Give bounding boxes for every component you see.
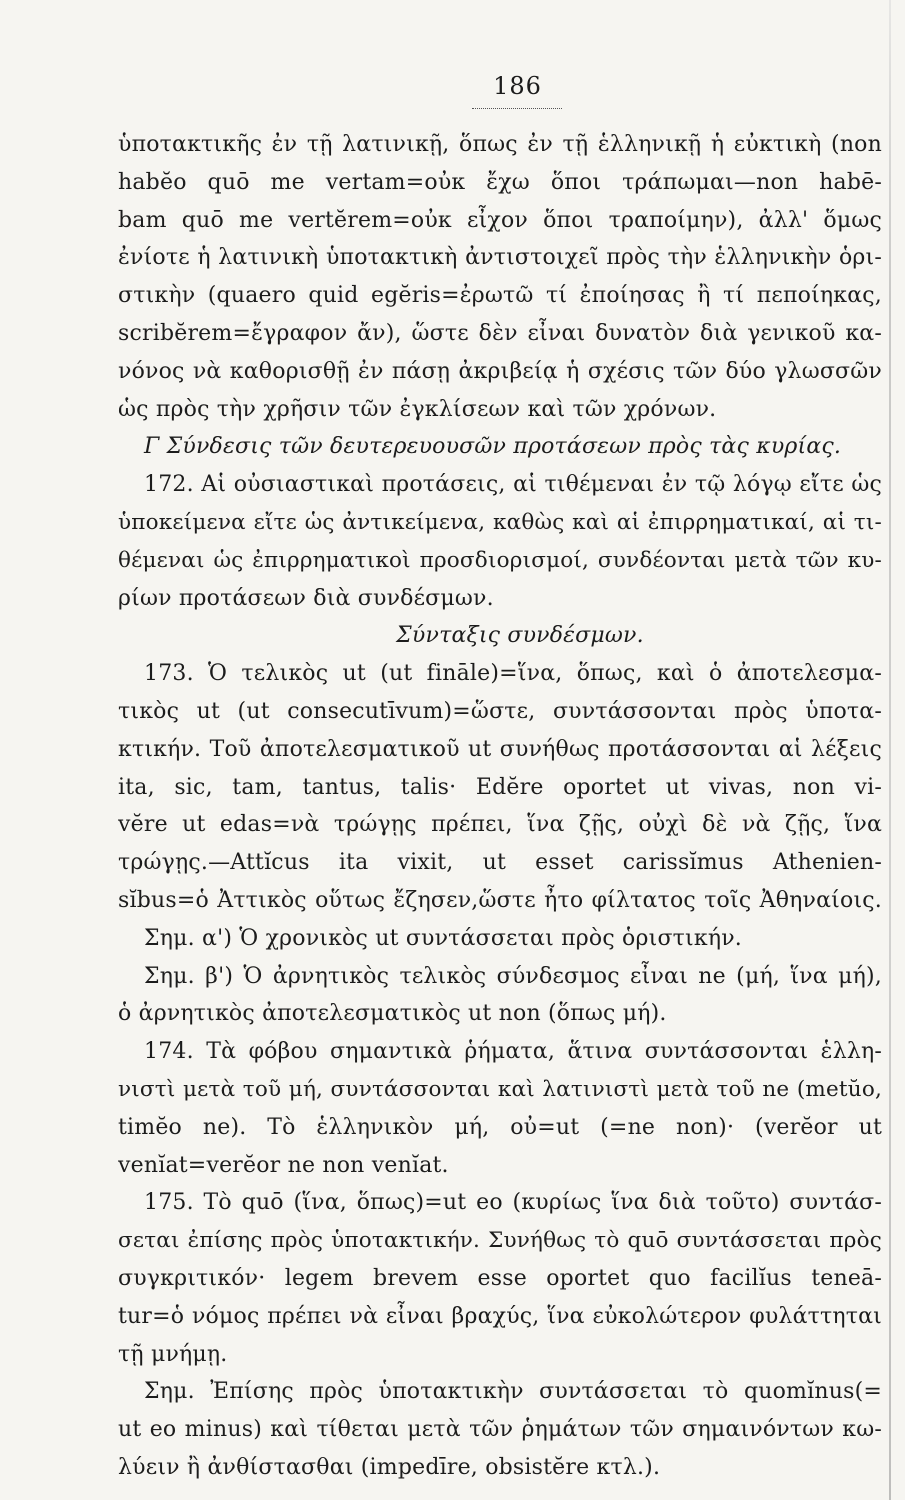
text-line: tur=ὁ νόμος πρέπει νὰ εἶναι βραχύς, ἵνα εὐκολώτερον φυλάττηται	[118, 1303, 882, 1329]
text-line: Σύνταξις συνδέσμων.	[396, 623, 644, 649]
text-line: ὡς πρὸς τὴν χρῆσιν τῶν ἐγκλίσεων καὶ τῶν χρόνων.	[118, 396, 717, 422]
text-line: τικὸς ut (ut consecutīvum)=ὥστε, συντάσσονται πρὸς ὑποτα-	[118, 698, 882, 724]
text-line: bam quō me vertĕrem=οὐκ εἶχον ὅποι τραποίμην), ἀλλ' ὅμως	[118, 207, 882, 233]
text-line: Σημ. α') Ὁ χρονικὸς ut συντάσσεται πρὸς ὁριστικήν.	[144, 925, 742, 951]
text-line: ut eo minus) καὶ τίθεται μετὰ τῶν ῥημάτων τῶν σημαινόντων κω-	[118, 1417, 882, 1443]
text-line: συγκριτικόν· legem brevem esse oportet quo facilĭus teneā-	[118, 1265, 882, 1291]
text-line: κτικήν. Τοῦ ἀποτελεσματικοῦ ut συνήθως προτάσσονται αἱ λέξεις	[118, 736, 882, 762]
text-line: στικὴν (quaero quid egĕris=ἐρωτῶ τί ἐποίησας ἢ τί πεποίηκας,	[118, 283, 882, 309]
text-line: vĕre ut edas=νὰ τρώγῃς πρέπει, ἵνα ζῇς, οὐχὶ δὲ νὰ ζῇς, ἵνα	[118, 812, 882, 838]
text-line: νόνος νὰ καθορισθῇ ἐν πάσῃ ἀκριβείᾳ ἡ σχέσις τῶν δύο γλωσσῶν	[118, 358, 882, 384]
text-line: 172. Αἱ οὐσιαστικαὶ προτάσεις, αἱ τιθέμεναι ἐν τῷ λόγῳ εἴτε ὡς	[144, 472, 882, 498]
text-line: habĕo quō me vertam=οὐκ ἔχω ὅποι τράπωμαι—non habē-	[118, 169, 882, 195]
text-line: τρώγῃς.—Attĭcus ita vixit, ut esset carissĭmus Athenien-	[118, 850, 882, 876]
text-line: venĭat=verĕor ne non venĭat.	[118, 1152, 449, 1178]
text-line: Σημ. Ἐπίσης πρὸς ὑποτακτικὴν συντάσσεται τὸ quomĭnus(=	[144, 1379, 882, 1405]
text-line: Σημ. β') Ὁ ἀρνητικὸς τελικὸς σύνδεσμος εἶναι ne (μή, ἵνα μή),	[144, 963, 882, 989]
text-line: ὑποκείμενα εἴτε ὡς ἀντικείμενα, καθὼς καὶ αἱ ἐπιρρηματικαί, αἱ τι-	[118, 509, 882, 535]
text-line: 175. Τὸ quō (ἵνα, ὅπως)=ut eo (κυρίως ἵνα διὰ τοῦτο) συντάσ-	[144, 1190, 882, 1216]
text-line: νιστὶ μετὰ τοῦ μή, συντάσσονται καὶ λατινιστὶ μετὰ τοῦ ne (metŭo,	[118, 1076, 882, 1102]
text-line: scribĕrem=ἔγραφον ἄν), ὥστε δὲν εἶναι δυνατὸν διὰ γενικοῦ κα-	[118, 320, 882, 346]
text-line: Γ Σύνδεσις τῶν δευτερευουσῶν προτάσεων πρὸς τὰς κυρίας.	[144, 434, 842, 460]
page-edge	[889, 0, 891, 1500]
text-line: ὑποτακτικῆς ἐν τῇ λατινικῇ, ὅπως ἐν τῇ ἑλληνικῇ ἡ εὐκτικὴ (non	[118, 132, 882, 157]
text-line: ρίων προτάσεων διὰ συνδέσμων.	[118, 585, 494, 611]
text-line: sĭbus=ὁ Ἀττικὸς οὕτως ἔζησεν,ὥστε ἦτο φίλτατος τοῖς Ἀθηναίοις.	[118, 887, 882, 913]
text-line: 174. Τὰ φόβου σημαντικὰ ῥήματα, ἅτινα συντάσσονται ἑλλη-	[144, 1039, 882, 1065]
text-line: λύειν ἢ ἀνθίστασθαι (impedīre, obsistĕre κτλ.).	[118, 1454, 661, 1480]
text-line: 173. Ὁ τελικὸς ut (ut finālе)=ἵνα, ὅπως, καὶ ὁ ἀποτελεσμα-	[144, 661, 882, 687]
text-line: ita, sic, tam, tantus, talis· Edĕre oportet ut vivas, non vi-	[118, 774, 882, 800]
text-line: σεται ἐπίσης πρὸς ὑποτακτικήν. Συνήθως τὸ quō συντάσσεται πρὸς	[118, 1228, 882, 1254]
text-line: τῇ μνήμῃ.	[118, 1341, 228, 1367]
page-number-rule	[472, 108, 562, 109]
text-line: θέμεναι ὡς ἐπιρρηματικοὶ προσδιορισμοί, συνδέονται μετὰ τῶν κυ-	[118, 547, 882, 573]
page-number: 186	[493, 72, 542, 100]
text-line: ἐνίοτε ἡ λατινικὴ ὑποτακτικὴ ἀντιστοιχεῖ πρὸς τὴν ἑλληνικὴν ὁρι-	[118, 245, 882, 271]
page-body-text	[118, 126, 882, 1487]
text-line: ὁ ἀρνητικὸς ἀποτελεσματικὸς ut non (ὅπως μή).	[118, 1001, 667, 1027]
text-line: timĕo ne). Τὸ ἑλληνικὸν μή, οὐ=ut (=ne non)· (verĕor ut	[118, 1114, 882, 1140]
